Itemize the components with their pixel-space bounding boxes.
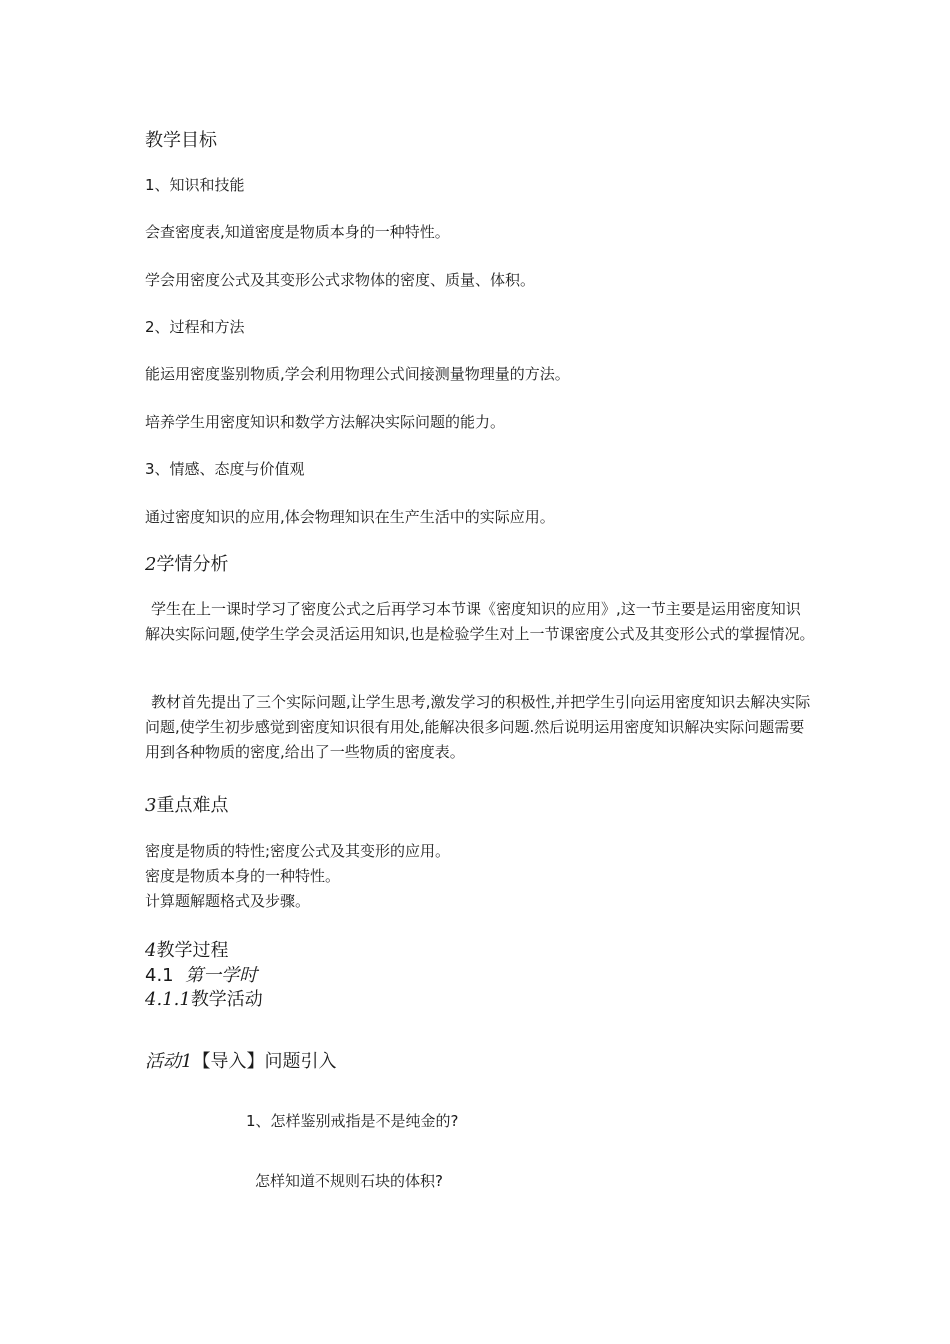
keypoints-heading (145, 791, 228, 817)
keypoints-heading-title: 重点难点 (156, 795, 229, 816)
analysis-heading-title: 学情分析 (156, 554, 229, 575)
objectives-section-1-paragraph-2: 学会用密度公式及其变形公式求物体的密度、质量、体积。 (145, 271, 536, 289)
activity-1-question-2: 怎样知道不规则石块的体积? (255, 1172, 443, 1190)
objectives-section-2-paragraph-2: 培养学生用密度知识和数学方法解决实际问题的能力。 (145, 413, 506, 431)
activity-1-number: 1 (181, 1051, 193, 1072)
objectives-section-2-title: 2、过程和方法 (145, 318, 245, 336)
objectives-section-3-title: 3、情感、态度与价值观 (145, 460, 305, 478)
activity-1-label: 活动 (145, 1051, 181, 1072)
analysis-heading-number: 2 (145, 554, 157, 575)
keypoints-line-2: 密度是物质本身的一种特性。 (145, 867, 341, 885)
process-lesson-title: 第一学时 (185, 965, 258, 986)
keypoints-line-3: 计算题解题格式及步骤。 (145, 892, 311, 910)
analysis-paragraph-2: 教材首先提出了三个实际问题,让学生思考,激发学习的积极性,并把学生引向运用密度知识去解决实际问题,使学生初步感觉到密度知识很有用处,能解决很多问题.然后说明运用密度知识解决实际问题需要用到各种物质的密度,给出了一些物质的密度表。 (145, 693, 811, 761)
analysis-paragraph-1: 学生在上一课时学习了密度公式之后再学习本节课《密度知识的应用》,这一节主要是运用密度知识解决实际问题,使学生学会灵活运用知识,也是检验学生对上一节课密度公式及其变形公式的掌握情况。 (145, 600, 815, 643)
analysis-heading (145, 550, 228, 576)
objectives-section-1-title: 1、知识和技能 (145, 176, 245, 194)
process-activity-number: 4.1.1 (145, 989, 191, 1010)
activity-1-bracket-title: 【导入】问题引入 (192, 1051, 337, 1072)
process-heading (145, 936, 228, 962)
activity-1-heading (145, 1047, 336, 1073)
process-heading-title: 教学过程 (156, 940, 229, 961)
process-lesson-number: 4.1 (145, 965, 174, 986)
process-activity-heading (145, 985, 263, 1011)
objectives-section-1-paragraph-1: 会查密度表,知道密度是物质本身的一种特性。 (145, 223, 450, 241)
activity-1-question-1: 1、怎样鉴别戒指是不是纯金的? (246, 1112, 459, 1130)
process-heading-number: 4 (145, 940, 157, 961)
objectives-section-2-paragraph-1: 能运用密度鉴别物质,学会利用物理公式间接测量物理量的方法。 (145, 365, 570, 383)
process-lesson-heading (145, 961, 257, 987)
process-activity-title: 教学活动 (190, 989, 263, 1010)
keypoints-heading-number: 3 (145, 795, 157, 816)
objectives-heading: 教学目标 (145, 130, 217, 151)
keypoints-line-1: 密度是物质的特性;密度公式及其变形的应用。 (145, 842, 451, 860)
objectives-section-3-paragraph-1: 通过密度知识的应用,体会物理知识在生产生活中的实际应用。 (145, 508, 555, 526)
